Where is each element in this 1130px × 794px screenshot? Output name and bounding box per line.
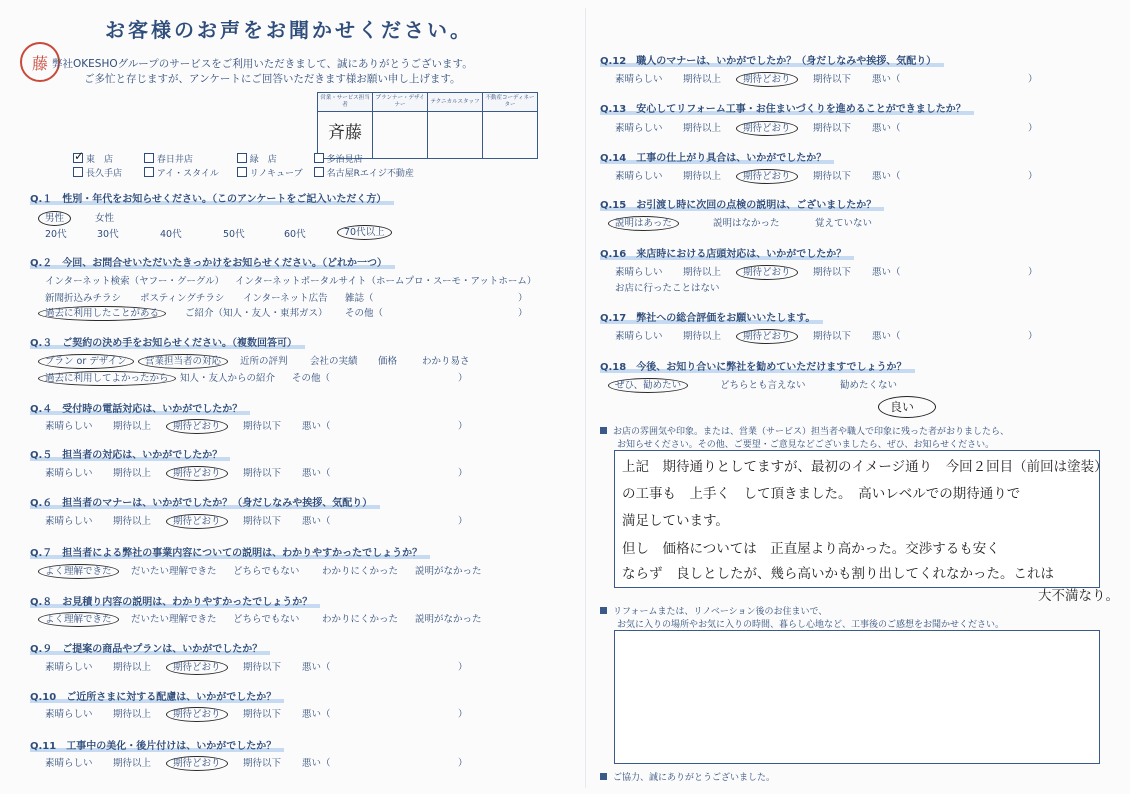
- rating-paren-close: ）: [458, 468, 468, 479]
- rating-option[interactable]: 期待以上: [113, 468, 152, 479]
- handwritten-line-6: 大不満なり。: [1038, 588, 1119, 604]
- q17-options: [615, 328, 1095, 342]
- page-title: お客様のお声をお聞かせください。: [105, 18, 473, 42]
- rating-option[interactable]: 悪い（: [872, 74, 901, 85]
- rating-paren-close: ）: [458, 516, 468, 527]
- rating-option[interactable]: 素晴らしい: [615, 123, 663, 134]
- rating-option[interactable]: 素晴らしい: [615, 267, 663, 278]
- reform-textarea[interactable]: [614, 630, 1100, 764]
- rating-option[interactable]: 素晴らしい: [45, 421, 93, 432]
- rating-option[interactable]: 悪い（: [302, 662, 331, 673]
- rating-option-selected[interactable]: 期待どおり: [743, 71, 791, 85]
- q12-options: [615, 71, 1095, 85]
- q10-options: [45, 706, 565, 720]
- checkbox[interactable]: [314, 153, 324, 163]
- reform-prompt-1: リフォームまたは、リノベーション後のお住まいで、: [600, 604, 827, 617]
- rating-option[interactable]: 悪い（: [302, 468, 331, 479]
- q18-option-selected[interactable]: ぜひ、勧めたい: [615, 377, 681, 391]
- rating-option-selected[interactable]: 期待どおり: [743, 264, 791, 278]
- staff-table: [317, 92, 538, 159]
- rating-option[interactable]: 期待以上: [113, 758, 152, 769]
- q13-label: Q.13 安心してリフォーム工事・お住まいづくりを進めることができましたか？: [600, 100, 966, 115]
- q2-option[interactable]: 新聞折込みチラシ: [45, 293, 122, 304]
- rating-option[interactable]: 期待以上: [683, 74, 722, 85]
- rating-option[interactable]: 素晴らしい: [615, 74, 663, 85]
- comments-prompt-2: お知らせください。その他、ご要望・ご意見などございましたら、ぜひ、お知らせください。: [617, 440, 995, 450]
- comments-prompt-1: お店の雰囲気や印象。または、営業（サービス）担当者や職人で印象に残った者がおりましたら、: [600, 424, 1009, 437]
- store-option[interactable]: 名古屋Rエイジ不動産: [314, 166, 414, 179]
- q3-option-selected[interactable]: 過去に利用してよかったから: [45, 370, 169, 384]
- rating-option[interactable]: 素晴らしい: [45, 516, 93, 527]
- rating-option[interactable]: 期待以下: [243, 662, 282, 673]
- rating-option[interactable]: 悪い（: [302, 516, 331, 527]
- rating-paren-close: ）: [1028, 74, 1038, 85]
- rating-option[interactable]: 悪い（: [872, 267, 901, 278]
- q1-age[interactable]: 40代: [160, 229, 182, 240]
- q1-gender-female[interactable]: 女性: [95, 213, 115, 224]
- rating-option[interactable]: 期待以下: [813, 74, 852, 85]
- q3-option-other[interactable]: その他（: [292, 373, 331, 384]
- rating-option[interactable]: 悪い（: [872, 331, 901, 342]
- rating-paren-close: ）: [1028, 171, 1038, 182]
- rating-option-selected[interactable]: 期待どおり: [173, 755, 221, 769]
- store-option[interactable]: リノキューブ: [237, 166, 311, 179]
- rating-option-selected[interactable]: 期待どおり: [743, 120, 791, 134]
- rating-option[interactable]: 素晴らしい: [615, 171, 663, 182]
- staff-cell-realestate[interactable]: [483, 112, 538, 159]
- store-row-2: [73, 166, 414, 179]
- staff-header-planner: プランナー・デザイナー: [373, 93, 428, 112]
- q1-age[interactable]: 20代: [45, 229, 67, 240]
- q18-option[interactable]: 勧めたくない: [840, 380, 898, 391]
- q15-option-selected[interactable]: 説明はあった: [615, 215, 672, 229]
- rating-option[interactable]: 悪い（: [302, 709, 331, 720]
- rating-paren-close: ）: [458, 662, 468, 673]
- rating-option[interactable]: 期待以下: [243, 421, 282, 432]
- q1-age[interactable]: 50代: [223, 229, 245, 240]
- handwritten-line-1: 上記 期待通りとしてますが、最初のイメージ通り 今回２回目（前回は塗装）: [622, 459, 1108, 475]
- q8-option[interactable]: 説明がなかった: [415, 614, 482, 625]
- rating-option[interactable]: 期待以上: [113, 421, 152, 432]
- rating-option[interactable]: 期待以上: [113, 662, 152, 673]
- rating-option[interactable]: 期待以下: [243, 758, 282, 769]
- rating-paren-close: ）: [458, 709, 468, 720]
- rating-option[interactable]: 素晴らしい: [615, 331, 663, 342]
- handwritten-line-3: 満足しています。: [622, 513, 729, 529]
- q7-option[interactable]: 説明がなかった: [415, 566, 482, 577]
- q7-option-selected[interactable]: よく理解できた: [45, 563, 112, 577]
- q15-option[interactable]: 覚えていない: [815, 218, 873, 229]
- rating-option[interactable]: 悪い（: [872, 123, 901, 134]
- q1-label: Q.１ 性別・年代をお知らせください。（このアンケートをご記入いただく方）: [30, 190, 386, 205]
- rating-option-selected[interactable]: 期待どおり: [173, 513, 221, 527]
- q8-option[interactable]: どちらでもない: [233, 614, 300, 625]
- rating-option-selected[interactable]: 期待どおり: [743, 328, 791, 342]
- q5-options: [45, 465, 565, 479]
- store-row-1: [73, 149, 363, 165]
- rating-option[interactable]: 期待以上: [683, 123, 722, 134]
- staff-header-realestate: 不動産コーディネーター: [483, 93, 538, 112]
- q8-option[interactable]: わかりにくかった: [322, 614, 399, 625]
- q17-label: Q.17 弊社への総合評価をお願いいたします。: [600, 309, 815, 324]
- reform-prompt-2: お気に入りの場所やお気に入りの時間、暮らし心地など、工事後のご感想をお聞かせください。: [617, 620, 1005, 630]
- column-divider: [585, 8, 586, 788]
- handwritten-note-good: 良い: [890, 400, 915, 414]
- rating-paren-close: ）: [458, 421, 468, 432]
- checkbox[interactable]: [237, 153, 247, 163]
- q18-label: Q.18 今後、お知り合いに弊社を勧めていただけますでしょうか？: [600, 358, 907, 373]
- rating-option-selected[interactable]: 期待どおり: [173, 706, 221, 720]
- seal-stamp: 藤: [20, 42, 60, 82]
- q9-options: [45, 659, 565, 673]
- q2-option-selected[interactable]: 過去に利用したことがある: [45, 305, 159, 319]
- rating-option[interactable]: 素晴らしい: [45, 758, 93, 769]
- q16-label: Q.16 来店時における店頭対応は、いかがでしたか？: [600, 245, 846, 260]
- q2-option[interactable]: インターネットポータルサイト（ホームプロ・スーモ・アットホーム）: [235, 276, 537, 287]
- q16-options: [615, 264, 1095, 278]
- q2-option[interactable]: インターネット広告: [243, 293, 328, 304]
- rating-paren-close: ）: [1028, 123, 1038, 134]
- q8-options: [45, 611, 565, 625]
- rating-paren-close: ）: [1028, 267, 1038, 278]
- intro-line-1: 弊社OKESHOグループのサービスをご利用いただきまして、誠にありがとうございます。: [52, 58, 473, 70]
- q2-option-other[interactable]: その他（: [345, 308, 384, 319]
- q2-label: Q.２ 今回、お問合せいただいたきっかけをお知らせください。（どれか一つ）: [30, 254, 387, 269]
- q3-label: Q.３ ご契約の決め手をお知らせください。（複数回答可）: [30, 334, 297, 349]
- rating-option[interactable]: 悪い（: [302, 421, 331, 432]
- footer-thanks: ご協力、誠にありがとうございました。: [600, 770, 775, 783]
- rating-paren-close: ）: [458, 758, 468, 769]
- rating-option[interactable]: 期待以上: [683, 331, 722, 342]
- handwritten-line-5: ならず 良しとしたが、幾ら高いかも割り出してくれなかった。これは: [622, 566, 1054, 582]
- rating-option[interactable]: 素晴らしい: [45, 468, 93, 479]
- q7-label: Q.７ 担当者による弊社の事業内容についての説明は、わかりやすかったでしょうか？: [30, 544, 422, 559]
- store-option[interactable]: 緑 店: [237, 152, 311, 165]
- staff-cell-planner[interactable]: [373, 112, 428, 159]
- q6-label: Q.６ 担当者のマナーは、いかがでしたか？（身だしなみや挨拶、気配り）: [30, 494, 372, 509]
- rating-option[interactable]: 期待以上: [113, 516, 152, 527]
- rating-option[interactable]: 悪い（: [872, 171, 901, 182]
- checkbox[interactable]: [144, 167, 154, 177]
- rating-option[interactable]: 期待以下: [243, 468, 282, 479]
- checkbox[interactable]: [237, 167, 247, 177]
- q18-option[interactable]: どちらとも言えない: [720, 380, 806, 391]
- checkbox-checked[interactable]: ✓: [74, 149, 85, 163]
- q15-option[interactable]: 説明はなかった: [713, 218, 780, 229]
- checkbox[interactable]: [314, 167, 324, 177]
- square-bullet-icon: [600, 607, 607, 614]
- rating-option[interactable]: 素晴らしい: [45, 662, 93, 673]
- staff-header-technical: テクニカルスタッフ: [428, 93, 483, 112]
- rating-option[interactable]: 素晴らしい: [45, 709, 93, 720]
- rating-option[interactable]: 期待以下: [813, 171, 852, 182]
- q2-option[interactable]: ご紹介（知人・友人・東邦ガス）: [185, 308, 328, 319]
- q10-label: Q.10 ご近所さまに対する配慮は、いかがでしたか？: [30, 688, 276, 703]
- q1-age[interactable]: 60代: [284, 229, 306, 240]
- q2-option[interactable]: インターネット検索（ヤフー・グーグル）: [45, 276, 225, 287]
- q14-label: Q.14 工事の仕上がり具合は、いかがでしたか？: [600, 149, 826, 164]
- q9-label: Q.９ ご提案の商品やプランは、いかがでしたか？: [30, 640, 262, 655]
- q3-paren-close: ）: [458, 373, 468, 384]
- handwritten-line-4: 但し 価格については 正直屋より高かった。交渉するも安く: [622, 541, 1000, 557]
- q5-label: Q.５ 担当者の対応は、いかがでしたか？: [30, 446, 222, 461]
- q16-option-never-visited[interactable]: お店に行ったことはない: [615, 283, 720, 294]
- q3-option[interactable]: 価格: [378, 356, 398, 367]
- q8-option[interactable]: だいたい理解できた: [131, 614, 217, 625]
- q14-options: [615, 168, 1095, 182]
- q8-option-selected[interactable]: よく理解できた: [45, 611, 112, 625]
- q15-label: Q.15 お引渡し時に次回の点検の説明は、ございましたか？: [600, 196, 876, 211]
- q3-option[interactable]: 会社の実績: [310, 356, 358, 367]
- store-option[interactable]: アイ・スタイル: [144, 166, 234, 179]
- rating-option[interactable]: 期待以上: [683, 267, 722, 278]
- rating-option[interactable]: 期待以下: [813, 267, 852, 278]
- staff-name: 斉藤: [328, 122, 362, 143]
- rating-option-selected[interactable]: 期待どおり: [743, 168, 791, 182]
- q18-options: [615, 377, 1095, 391]
- rating-option[interactable]: 期待以下: [813, 123, 852, 134]
- rating-option-selected[interactable]: 期待どおり: [173, 465, 221, 479]
- q8-label: Q.８ お見積り内容の説明は、わかりやすかったでしょうか？: [30, 593, 312, 608]
- q1-age-selected[interactable]: 70代以上: [344, 224, 385, 238]
- q7-option[interactable]: わかりにくかった: [322, 566, 399, 577]
- q4-options: [45, 418, 565, 432]
- store-option[interactable]: 多治見店: [314, 152, 363, 165]
- checkbox[interactable]: [144, 153, 154, 163]
- q3-option[interactable]: 近所の評判: [240, 356, 288, 367]
- intro-line-2: ご多忙と存じますが、アンケートにご回答いただきます様お願い申し上げます。: [84, 73, 461, 85]
- q3-option-selected[interactable]: プラン or デザイン: [45, 353, 127, 367]
- q2-option[interactable]: ポスティングチラシ: [140, 293, 225, 304]
- store-option[interactable]: 春日井店: [144, 152, 234, 165]
- staff-cell-technical[interactable]: [428, 112, 483, 159]
- q11-options: [45, 755, 565, 769]
- staff-header-sales: 営業・サービス担当者: [318, 93, 373, 112]
- rating-paren-close: ）: [1028, 331, 1038, 342]
- q2-option-magazine[interactable]: 雑誌（: [345, 293, 374, 304]
- rating-option[interactable]: 期待以下: [243, 709, 282, 720]
- q3-option-selected[interactable]: 営業担当者の対応: [145, 353, 221, 367]
- q15-options: [615, 215, 1095, 229]
- q6-options: [45, 513, 565, 527]
- q3-option[interactable]: 知人・友人からの紹介: [180, 373, 276, 384]
- q1-age[interactable]: 30代: [97, 229, 119, 240]
- rating-option-selected[interactable]: 期待どおり: [173, 418, 221, 432]
- q2-paren-close: ）: [518, 308, 528, 319]
- q11-label: Q.11 工事中の美化・後片付けは、いかがでしたか？: [30, 737, 276, 752]
- q7-option[interactable]: どちらでもない: [233, 566, 300, 577]
- q12-label: Q.12 職人のマナーは、いかがでしたか？（身だしなみや挨拶、気配り）: [600, 52, 936, 67]
- handwritten-line-2: の工事も 上手く して頂きました。 高いレベルでの期待通りで: [622, 486, 1021, 502]
- q1-gender-male[interactable]: 男性: [45, 210, 64, 224]
- q4-label: Q.４ 受付時の電話対応は、いかがでしたか？: [30, 400, 242, 415]
- rating-option[interactable]: 期待以下: [243, 516, 282, 527]
- rating-option[interactable]: 悪い（: [302, 758, 331, 769]
- q3-option[interactable]: わかり易さ: [422, 356, 470, 367]
- rating-option[interactable]: 期待以上: [683, 171, 722, 182]
- rating-option[interactable]: 期待以下: [813, 331, 852, 342]
- store-option[interactable]: 長久手店: [73, 166, 141, 179]
- checkbox[interactable]: [73, 167, 83, 177]
- store-option[interactable]: ✓ 東 店: [74, 149, 114, 165]
- q2-paren-close: ）: [518, 293, 528, 304]
- rating-option-selected[interactable]: 期待どおり: [173, 659, 221, 673]
- rating-option[interactable]: 期待以上: [113, 709, 152, 720]
- q13-options: [615, 120, 1095, 134]
- q7-options: [45, 563, 565, 577]
- q7-option[interactable]: だいたい理解できた: [131, 566, 217, 577]
- square-bullet-icon: [600, 773, 607, 780]
- square-bullet-icon: [600, 427, 607, 434]
